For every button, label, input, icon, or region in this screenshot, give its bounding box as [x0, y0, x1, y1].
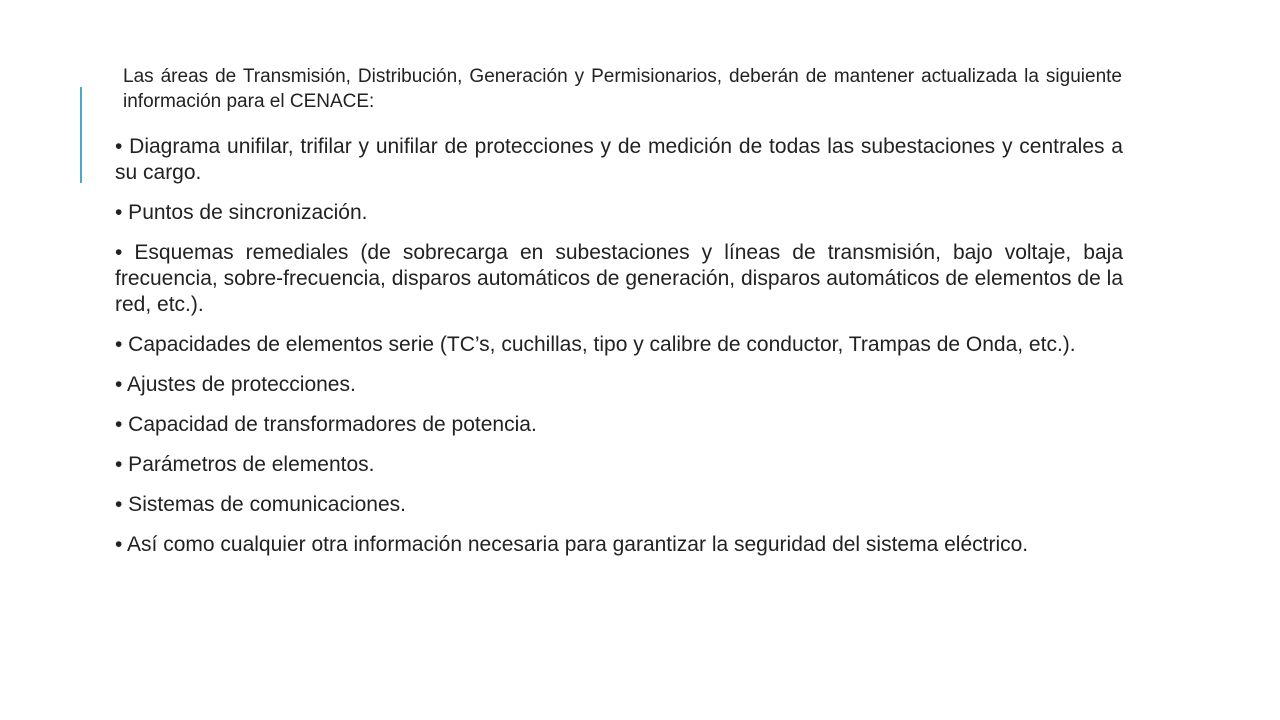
accent-bar	[80, 87, 82, 183]
bullet-item-otra-informacion: • Así como cualquier otra información necesaria para garantizar la seguridad del sistema eléctrico.	[115, 533, 1029, 556]
bullet-item-sincronizacion: • Puntos de sincronización.	[115, 201, 368, 224]
intro-paragraph: Las áreas de Transmisión, Distribución, Generación y Permisionarios, deberán de mantener actualizada la siguiente información para el CENACE:	[123, 66, 1122, 112]
bullet-item-comunicaciones: • Sistemas de comunicaciones.	[115, 493, 406, 516]
bullet-item-ajustes-protecciones: • Ajustes de protecciones.	[115, 373, 356, 396]
bullet-item-esquemas-remediales: • Esquemas remediales (de sobrecarga en subestaciones y líneas de transmisión, bajo voltaje, baja frecuencia, sobre-frecuencia, disparos automáticos de generación, disparos automáticos de elementos de la red, etc.).	[115, 241, 1123, 316]
bullet-item-diagramas: • Diagrama unifilar, trifilar y unifilar de protecciones y de medición de todas las subestaciones y centrales a su cargo.	[115, 135, 1123, 184]
bullet-item-capacidades-serie: • Capacidades de elementos serie (TC’s, cuchillas, tipo y calibre de conductor, Trampas de Onda, etc.).	[115, 333, 1076, 356]
bullet-list	[115, 134, 1123, 572]
bullet-item-parametros: • Parámetros de elementos.	[115, 453, 375, 476]
bullet-item-transformadores: • Capacidad de transformadores de potencia.	[115, 413, 537, 436]
